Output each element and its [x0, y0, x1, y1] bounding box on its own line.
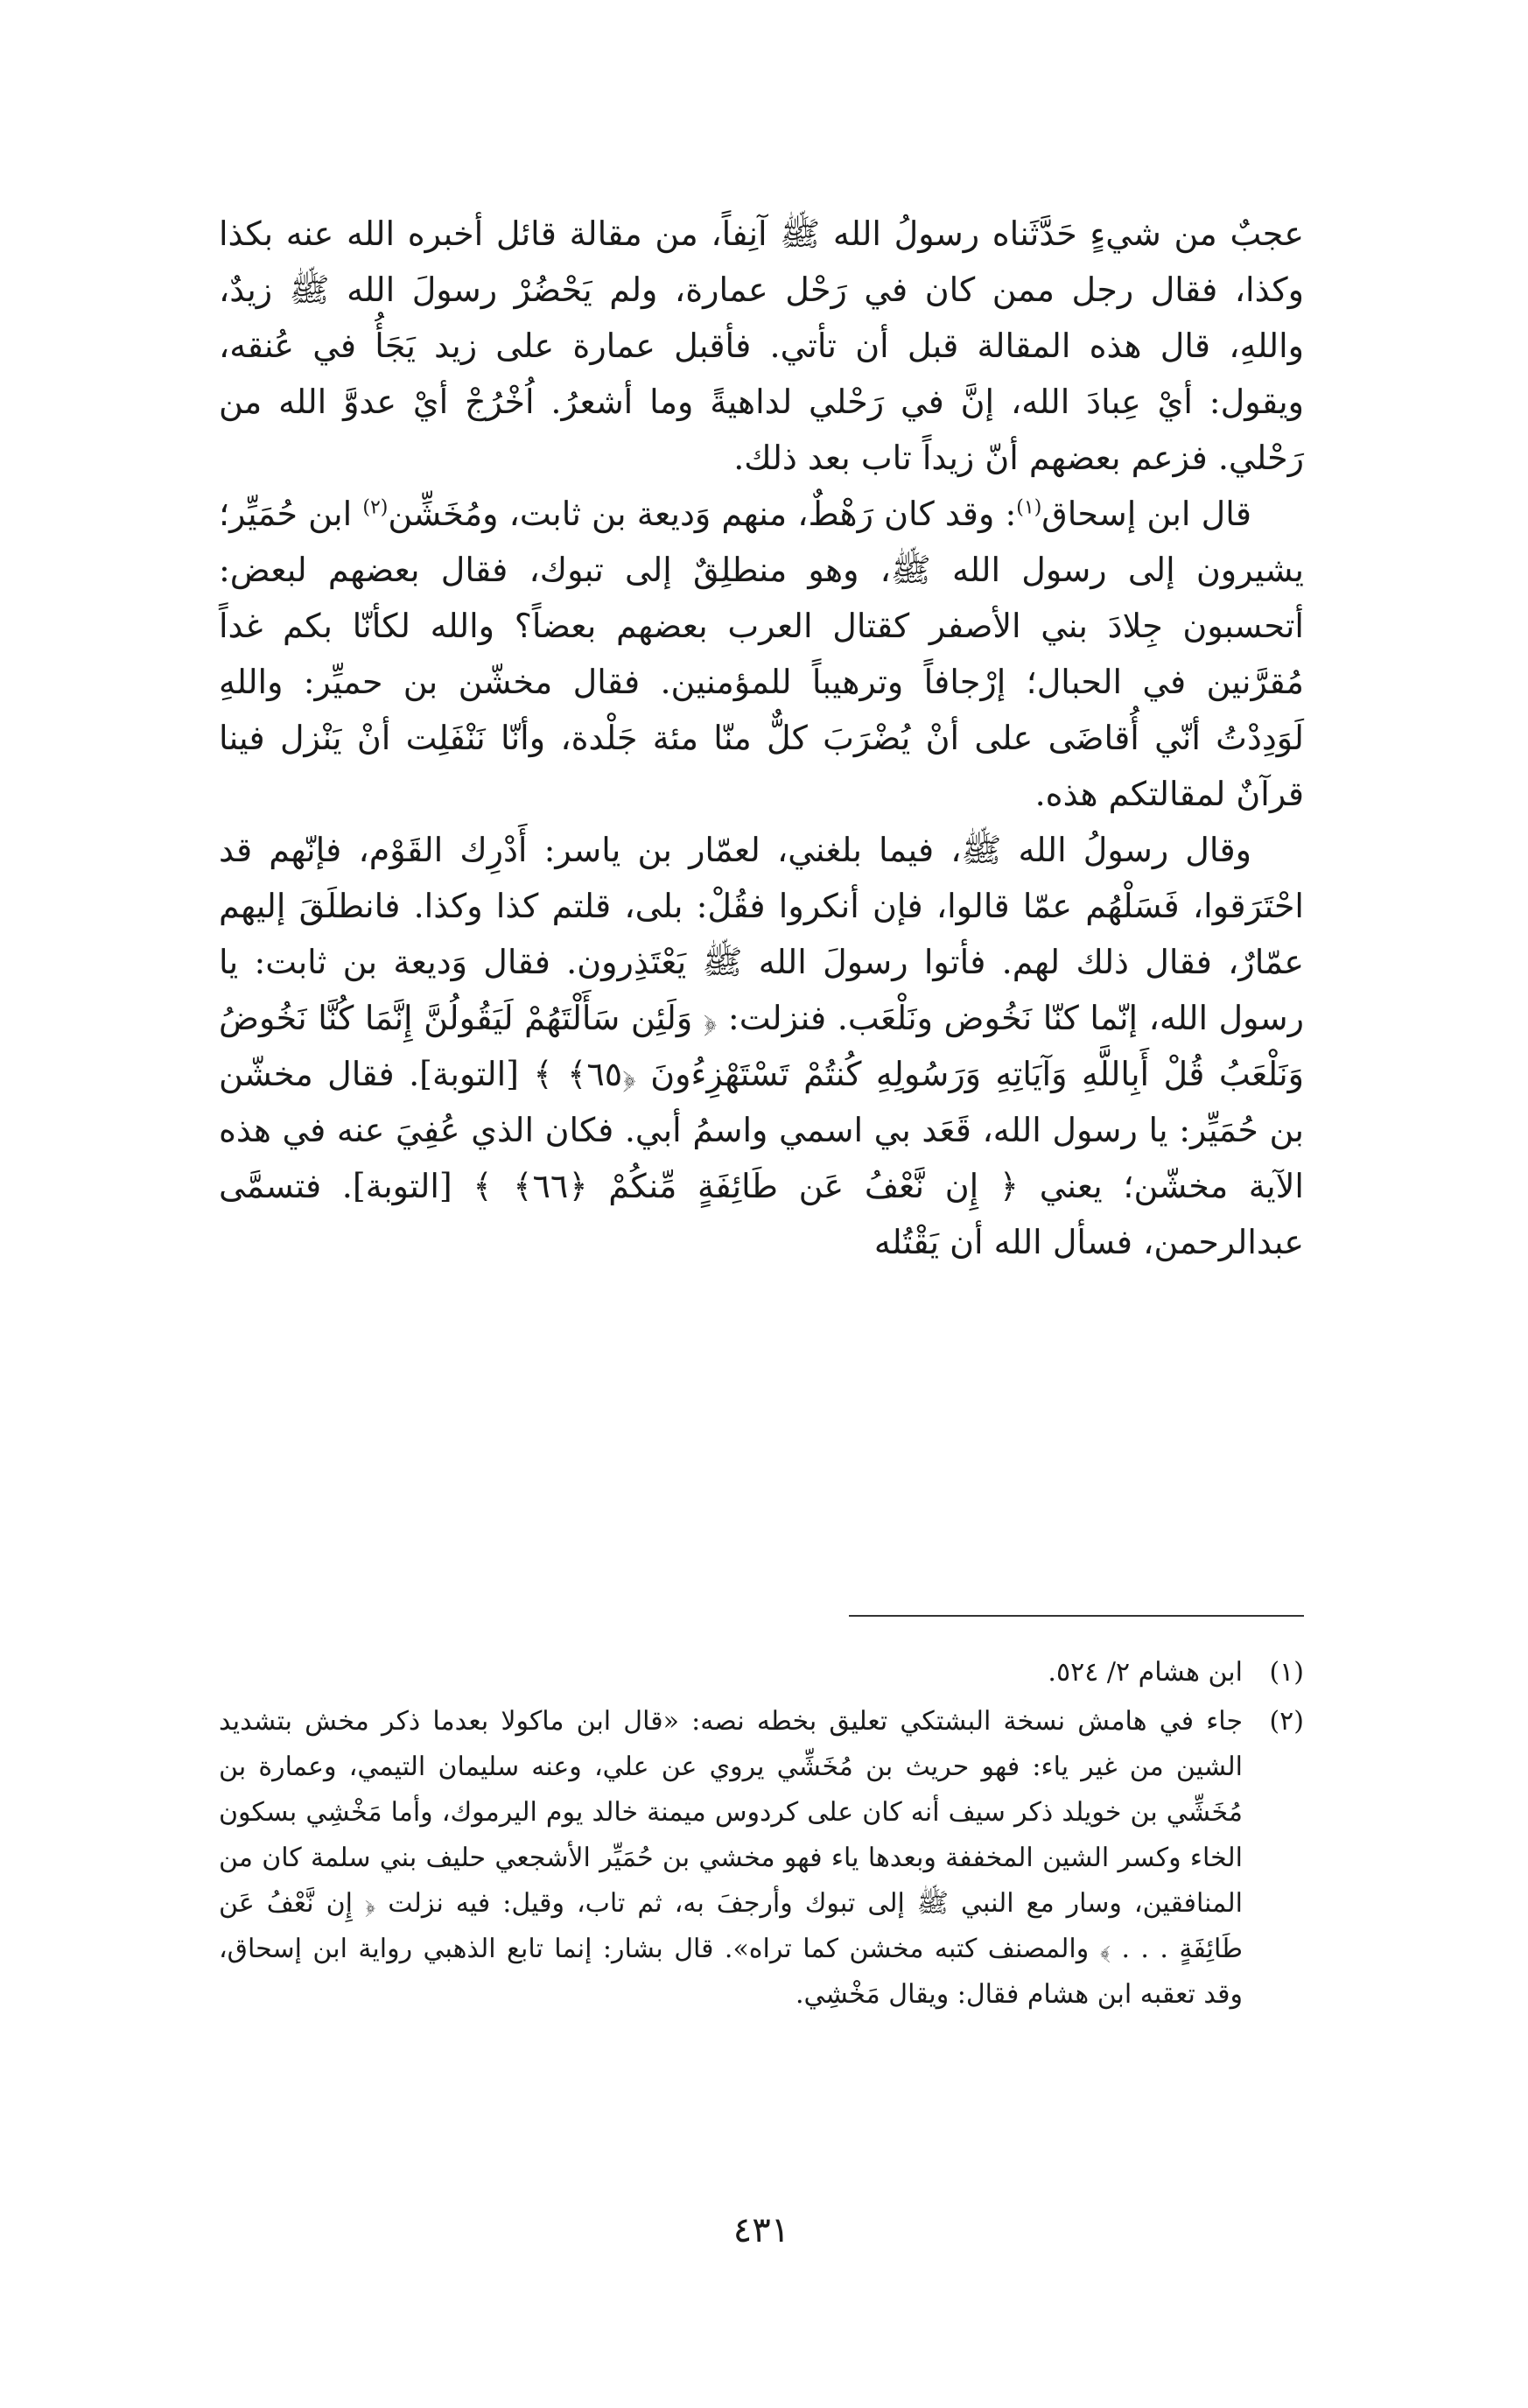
- paragraph-text: ابن حُمَيِّر؛ يشيرون إلى رسول الله ﷺ، وهو منطلِقٌ إلى تبوك، فقال بعضهم لبعض: أتحسبون جِلادَ بني الأصفر كقتال العرب بعضهم بعضاً؟ والله لكأنّا بكم غداً مُقرَّنين في الحبال؛ إرْجافاً وترهيباً للمؤمنين. فقال مخشّن بن حميِّر: واللهِ لَوَدِدْتُ أنّي أُقاضَى على أنْ يُضْرَبَ كلٌّ منّا مئة جَلْدة، وأنّا نَنْفَلِت أنْ يَنْزل فينا قرآنٌ لمقالتكم هذه.: [219, 495, 1304, 813]
- paragraph-text: عجبٌ من شيءٍ حَدَّثَناه رسولُ الله ﷺ آنِفاً، من مقالة قائل أخبره الله عنه بكذا وكذا، فقال رجل ممن كان في رَحْل عمارة، ولم يَحْضُرْ رسولَ الله ﷺ زيدٌ، واللهِ، قال هذه المقالة قبل أن تأتي. فأقبل عمارة على زيد يَجَأُ في عُنقه، ويقول: أيْ عِبادَ الله، إنَّ في رَحْلي لداهيةً وما أشعرُ. اُخْرُجْ أيْ عدوَّ الله من رَحْلي. فزعم بعضهم أنّ زيداً تاب بعد ذلك.: [219, 214, 1304, 477]
- footnote-ref[interactable]: (١): [1016, 496, 1042, 519]
- page-number: ٤٣١: [732, 2210, 790, 2250]
- footnote-divider: [219, 1597, 1304, 1632]
- footnote-text: ابن هشام ٢/ ٥٢٤.: [1048, 1657, 1243, 1688]
- main-text: [219, 206, 1304, 1270]
- paragraph-text: قال ابن إسحاق: [1041, 495, 1251, 533]
- paragraph: [219, 822, 1304, 1270]
- footnote: [219, 1699, 1304, 2018]
- footnote-number: (٢): [1269, 1706, 1304, 1737]
- paragraph-text: : وقد كان رَهْطٌ، منهم وَديعة بن ثابت، ومُخَشِّن: [388, 495, 1017, 533]
- paragraph: [219, 206, 1304, 486]
- footnote-text: جاء في هامش نسخة البشتكي تعليق بخطه نصه: «قال ابن ماكولا بعدما ذكر مخش بتشديد الشين من غير ياء: فهو حريث بن مُخَشِّي يروي عن علي، وعنه سليمان التيمي، وعمارة بن مُخَشِّي بن خويلد ذكر سيف أنه كان على كردوس ميمنة خالد يوم اليرموك، وأما مَخْشِي بسكون الخاء وكسر الشين المخففة وبعدها ياء فهو مخشي بن حُمَيِّر الأشجعي حليف بني سلمة كان من المنافقين، وسار مع النبي ﷺ إلى تبوك وأرجفَ به، ثم تاب، وقيل: فيه نزلت ﴿ إِن نَّعْفُ عَن طَائِفَةٍ . . . ﴾ والمصنف كتبه مخشن كما تراه». قال بشار: إنما تابع الذهبي رواية ابن إسحاق، وقد تعقبه ابن هشام فقال: ويقال مَخْشِي.: [219, 1706, 1243, 2010]
- footnote-ref[interactable]: (٢): [362, 496, 389, 519]
- paragraph: [219, 486, 1304, 822]
- paragraph-text: وقال رسولُ الله ﷺ، فيما بلغني، لعمّار بن ياسر: أَدْرِك القَوْم، فإنّهم قد احْتَرَقوا، فَسَلْهُم عمّا قالوا، فإن أنكروا فقُلْ: بلى، قلتم كذا وكذا. فانطلَقَ إليهم عمّارٌ، فقال ذلك لهم. فأتوا رسولَ الله ﷺ يَعْتَذِرون. فقال وَديعة بن ثابت: يا رسول الله، إنّما كنّا نَخُوض ونَلْعَب. فنزلت: ﴿ وَلَئِن سَأَلْتَهُمْ لَيَقُولُنَّ إِنَّمَا كُنَّا نَخُوضُ وَنَلْعَبُ قُلْ أَبِاللَّهِ وَآيَاتِهِ وَرَسُولِهِ كُنتُمْ تَسْتَهْزِءُونَ ﴿٦٥﴾ ﴾ [التوبة]. فقال مخشّن بن حُمَيِّر: يا رسول الله، قَعَد بي اسمي واسمُ أبي. فكان الذي عُفِيَ عنه في هذه الآية مخشّن؛ يعني ﴿ إِن نَّعْفُ عَن طَائِفَةٍ مِّنكُمْ ﴿٦٦﴾ ﴾ [التوبة]. فتسمَّى عبدالرحمن، فسأل الله أن يَقْتُله: [219, 831, 1304, 1261]
- footnote-rule: [849, 1615, 1304, 1617]
- footnote-number: (١): [1269, 1657, 1304, 1688]
- footnote: [219, 1650, 1304, 1695]
- footnotes: [219, 1650, 1304, 2021]
- book-page: [219, 206, 1304, 2250]
